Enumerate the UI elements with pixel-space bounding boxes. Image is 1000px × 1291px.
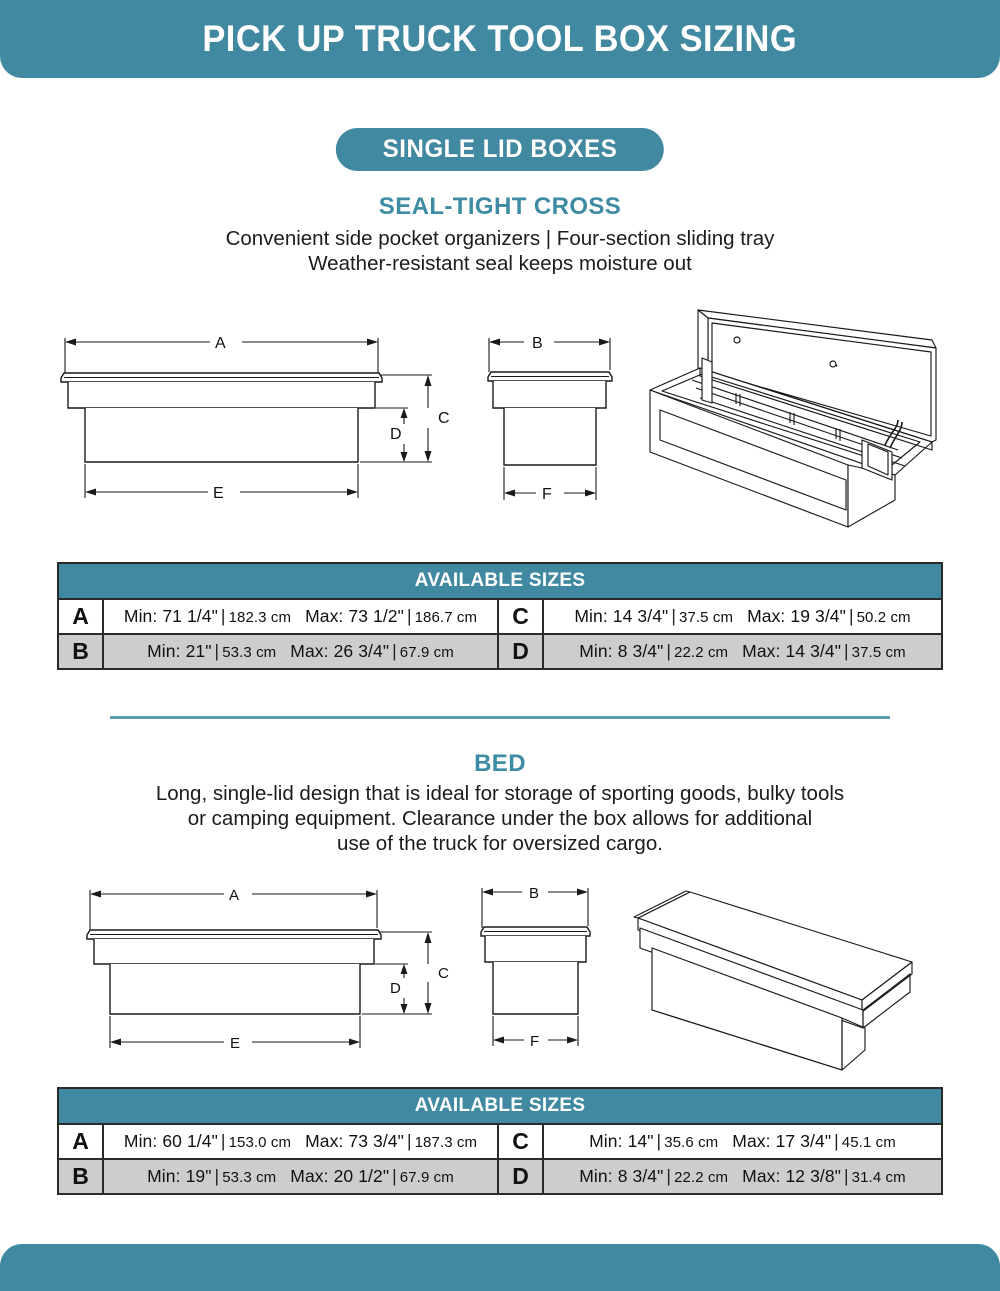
section-desc-line2-bed: or camping equipment. Clearance under the box allows for additional [187, 807, 813, 830]
c-max-cm: 50.2 cm [856, 609, 911, 626]
a-min-inches: 60 1/4" [162, 1131, 218, 1151]
c-min-label: Min: [574, 606, 608, 626]
table-row [58, 1124, 942, 1159]
row-values-d: Min: 8 3/4" | 22.2 cm Max: 12 3/8" | 31.4 cm [543, 1159, 942, 1194]
row-values-c: Min: 14 3/4" | 37.5 cm Max: 19 3/4" | 50.2 cm [543, 599, 942, 634]
diagram-front-view-bed [72, 880, 472, 1060]
row-letter-d: D [498, 1159, 543, 1194]
diagram-side-view-bed [472, 880, 632, 1060]
c-min-label: Min: [589, 1131, 623, 1151]
row-letter-c: C [498, 1124, 543, 1159]
a-min-inches: 71 1/4" [162, 606, 218, 626]
row-letter-b: B [58, 634, 103, 669]
a-min-label: Min: [123, 1131, 158, 1151]
a-min-cm: 182.3 cm [228, 609, 292, 626]
svg-text:D: D [390, 426, 402, 443]
diagram-side-view-seal-tight-cross [462, 320, 642, 520]
c-max-label: Max: [732, 1131, 771, 1151]
d-max-label: Max: [742, 1166, 781, 1186]
c-min-cm: 35.6 cm [664, 1134, 719, 1151]
svg-text:C: C [438, 410, 450, 427]
section-title-bed: BED [474, 750, 526, 777]
table-row [58, 599, 942, 634]
a-max-label: Max: [305, 1131, 344, 1151]
table-header-row [58, 563, 942, 599]
b-max-label: Max: [290, 641, 329, 661]
c-max-inches: 19 3/4" [790, 606, 846, 626]
b-min-cm: 53.3 cm [222, 644, 277, 661]
row-letter-a: A [58, 1124, 103, 1159]
a-min-cm: 153.0 cm [228, 1134, 292, 1151]
table-row [58, 1159, 942, 1194]
illustration-open-toolbox-seal-tight-cross [640, 290, 960, 530]
svg-text:B: B [532, 335, 543, 352]
sizes-table-bed [57, 1087, 943, 1195]
svg-text:A: A [229, 887, 240, 904]
d-min-label: Min: [579, 1166, 613, 1186]
row-values-c: Min: 14" | 35.6 cm Max: 17 3/4" | 45.1 cm [543, 1124, 942, 1159]
c-min-inches: 14" [627, 1131, 654, 1151]
table-header-row [58, 1088, 942, 1124]
page-title: PICK UP TRUCK TOOL BOX SIZING [202, 18, 798, 59]
section-divider [110, 716, 890, 719]
section-desc-line3-bed: use of the truck for oversized cargo. [337, 832, 663, 855]
c-max-inches: 17 3/4" [775, 1131, 832, 1151]
c-min-inches: 14 3/4" [612, 606, 669, 626]
d-min-inches: 8 3/4" [617, 1166, 664, 1186]
b-max-cm: 67.9 cm [399, 644, 454, 661]
b-min-inches: 19" [185, 1166, 212, 1186]
b-min-label: Min: [147, 641, 181, 661]
category-pill-single-lid-boxes [336, 128, 664, 171]
illustration-closed-toolbox-bed [620, 870, 950, 1070]
d-min-cm: 22.2 cm [674, 1169, 729, 1186]
c-max-label: Max: [747, 606, 786, 626]
d-max-inches: 12 3/8" [785, 1166, 842, 1186]
d-min-inches: 8 3/4" [617, 641, 664, 661]
b-min-label: Min: [147, 1166, 181, 1186]
row-values-a: Min: 71 1/4" | 182.3 cm Max: 73 1/2" | 186.7 cm [103, 599, 498, 634]
svg-text:B: B [529, 885, 540, 902]
d-max-label: Max: [742, 641, 781, 661]
section-title-seal-tight-cross: SEAL-TIGHT CROSS [378, 193, 622, 220]
row-values-b: Min: 21" | 53.3 cm Max: 26 3/4" | 67.9 cm [103, 634, 498, 669]
d-min-cm: 22.2 cm [674, 644, 729, 661]
a-max-cm: 186.7 cm [414, 609, 478, 626]
svg-text:A: A [215, 335, 226, 352]
b-max-label: Max: [290, 1166, 329, 1186]
table-header-label: AVAILABLE SIZES [58, 1088, 942, 1124]
a-max-inches: 73 3/4" [348, 1131, 404, 1151]
d-max-inches: 14 3/4" [785, 641, 842, 661]
b-max-inches: 26 3/4" [333, 641, 390, 661]
a-max-label: Max: [305, 606, 344, 626]
d-max-cm: 31.4 cm [851, 1169, 906, 1186]
svg-text:E: E [230, 1035, 241, 1052]
d-min-label: Min: [579, 641, 613, 661]
b-min-inches: 21" [185, 641, 212, 661]
b-max-inches: 20 1/2" [333, 1166, 390, 1186]
svg-text:D: D [390, 980, 401, 997]
a-max-cm: 187.3 cm [414, 1134, 478, 1151]
diagram-front-view-seal-tight-cross [50, 320, 450, 520]
table-row [58, 634, 942, 669]
b-max-cm: 67.9 cm [399, 1169, 454, 1186]
row-letter-c: C [498, 599, 543, 634]
svg-text:F: F [530, 1033, 540, 1050]
row-letter-b: B [58, 1159, 103, 1194]
svg-text:F: F [542, 486, 552, 503]
svg-text:C: C [438, 965, 449, 982]
d-max-cm: 37.5 cm [851, 644, 906, 661]
row-values-d: Min: 8 3/4" | 22.2 cm Max: 14 3/4" | 37.5 cm [543, 634, 942, 669]
b-min-cm: 53.3 cm [222, 1169, 277, 1186]
svg-text:E: E [213, 485, 224, 502]
section-desc-line1-seal-tight-cross: Convenient side pocket organizers | Four-section sliding tray [225, 227, 775, 250]
section-desc-line2-seal-tight-cross: Weather-resistant seal keeps moisture out [308, 252, 692, 275]
page-footer-bar [0, 1244, 1000, 1291]
row-letter-d: D [498, 634, 543, 669]
table-header-label: AVAILABLE SIZES [58, 563, 942, 599]
row-values-a: Min: 60 1/4" | 153.0 cm Max: 73 3/4" | 187.3 cm [103, 1124, 498, 1159]
page-header-bar [0, 0, 1000, 78]
row-letter-a: A [58, 599, 103, 634]
a-max-inches: 73 1/2" [348, 606, 404, 626]
category-pill-label: SINGLE LID BOXES [382, 135, 618, 163]
sizes-table-seal-tight-cross [57, 562, 943, 670]
row-values-b: Min: 19" | 53.3 cm Max: 20 1/2" | 67.9 cm [103, 1159, 498, 1194]
a-min-label: Min: [123, 606, 158, 626]
c-max-cm: 45.1 cm [841, 1134, 896, 1151]
section-desc-line1-bed: Long, single-lid design that is ideal for storage of sporting goods, bulky tools [155, 782, 845, 805]
c-min-cm: 37.5 cm [679, 609, 734, 626]
